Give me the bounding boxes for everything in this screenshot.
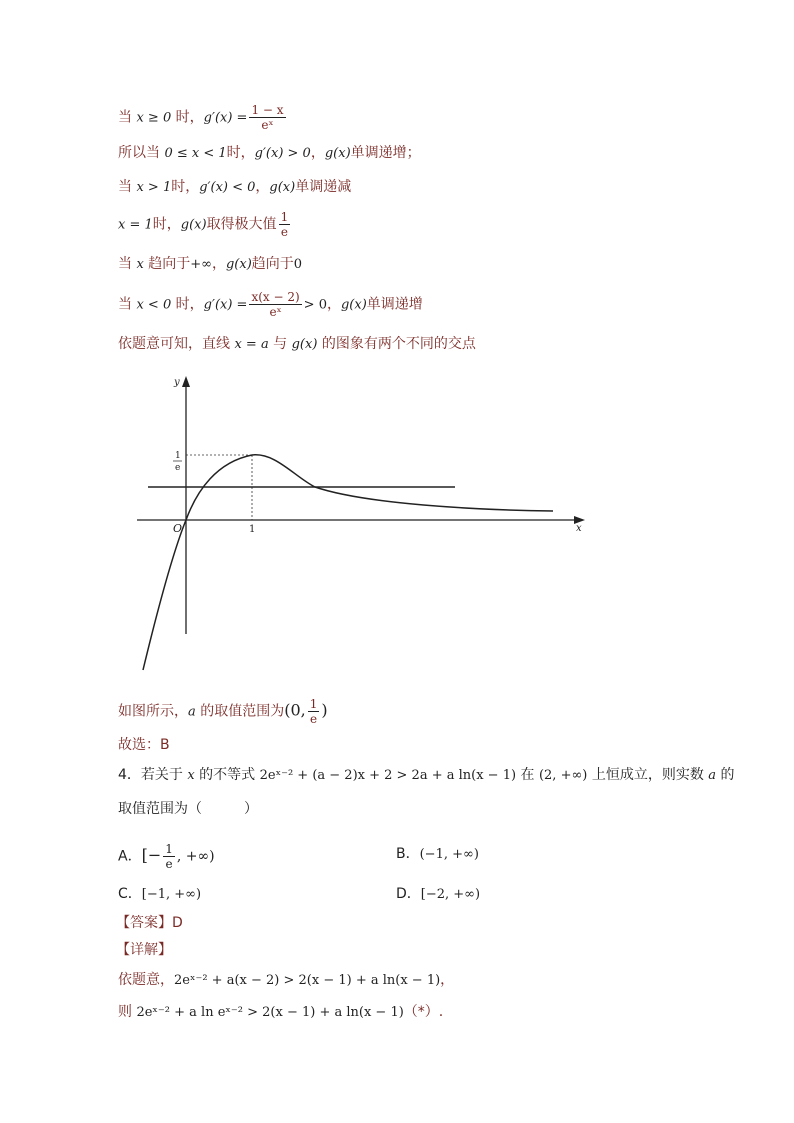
math: [−1, +∞)	[141, 887, 202, 902]
math: g(x)	[291, 337, 318, 352]
text: 与	[268, 336, 292, 352]
text: ，	[440, 972, 455, 988]
solution-line-1	[118, 970, 454, 991]
text: 【详解】	[116, 942, 172, 958]
option-b	[396, 843, 479, 863]
text: 依题意可知，直线	[118, 336, 235, 352]
math: g′(x) =	[203, 110, 248, 126]
text: 单调递增；	[350, 145, 421, 161]
question-4-line2	[118, 799, 258, 819]
math: g′(x) > 0	[254, 146, 311, 161]
math: g′(x) < 0	[199, 180, 256, 195]
fraction	[308, 697, 320, 726]
option-label: D．	[396, 886, 421, 902]
math: )	[321, 700, 328, 720]
origin-label: O	[173, 522, 183, 535]
math: 0	[293, 257, 303, 272]
text: 的取值范围为	[195, 703, 285, 720]
math: x	[136, 257, 144, 272]
text: 所以当	[118, 145, 165, 161]
math: (0,	[284, 700, 306, 720]
question-4	[118, 765, 735, 786]
ymax-numerator: 1	[175, 451, 181, 461]
numerator: 1	[309, 697, 318, 711]
detail-heading	[116, 940, 172, 960]
line-range	[118, 697, 328, 726]
math: g(x)	[180, 217, 207, 233]
math: > 0	[303, 297, 327, 313]
fraction	[249, 290, 301, 319]
text: 当	[118, 109, 137, 126]
answer	[116, 913, 183, 933]
text: 的	[716, 767, 735, 783]
math: [−2, +∞)	[420, 887, 481, 902]
line-increasing	[118, 143, 421, 164]
option-a	[118, 842, 215, 871]
denominator: e	[280, 225, 288, 239]
y-axis-label: y	[174, 377, 180, 388]
line-choose	[118, 735, 170, 755]
text: 当	[118, 256, 137, 272]
math: g′(x) =	[203, 297, 248, 313]
numerator: x(x − 2)	[251, 290, 300, 304]
math: g(x)	[269, 180, 296, 195]
math: +∞	[190, 257, 212, 272]
x-axis-label: x	[576, 523, 582, 534]
option-d	[396, 883, 480, 903]
line-decreasing	[118, 177, 351, 198]
math: x = 1	[118, 217, 153, 233]
fraction	[279, 210, 291, 239]
numerator: 1	[165, 842, 173, 856]
text: ，	[255, 179, 270, 195]
text: 上恒成立，则实数	[587, 767, 709, 783]
math: (−1, +∞)	[419, 847, 479, 862]
math: , +∞)	[176, 848, 215, 865]
option-label: B．	[396, 846, 420, 862]
math: (2, +∞)	[538, 768, 588, 783]
line-negative-x	[118, 290, 423, 319]
x1-tick-label: 1	[249, 524, 256, 535]
text: 当	[118, 296, 137, 313]
text: 【答案】D	[116, 915, 183, 931]
math: a	[708, 768, 717, 783]
option-label: C．	[118, 886, 142, 902]
text: 取得极大值	[206, 216, 277, 233]
math: x > 1	[136, 180, 172, 195]
denominator: eˣ	[261, 118, 274, 132]
line-intersection	[118, 334, 476, 355]
math: x = a	[234, 337, 269, 352]
math: 0 ≤ x < 1	[164, 146, 227, 161]
denominator: eˣ	[269, 305, 282, 319]
math: 2eˣ⁻² + a(x − 2) > 2(x − 1) + a ln(x − 1)	[174, 973, 441, 988]
text: 依题意，	[118, 972, 174, 988]
text: ，	[326, 296, 341, 313]
text: 单调递增	[366, 296, 423, 313]
math: [−	[141, 845, 162, 865]
math: a	[188, 704, 196, 720]
text: 故选：B	[118, 737, 170, 753]
text: 如图所示，	[118, 703, 188, 720]
numerator: 1 − x	[251, 103, 284, 117]
text: 则	[118, 1004, 137, 1020]
math: g(x)	[324, 146, 351, 161]
math: 2eˣ⁻² + a ln eˣ⁻² > 2(x − 1) + a ln(x − 1)	[136, 1005, 404, 1020]
text: 时，	[152, 216, 181, 233]
text: 的图象有两个不同的交点	[317, 336, 476, 352]
text: 时，	[171, 109, 204, 126]
math: 2eˣ⁻² + (a − 2)x + 2 > 2a + a ln(x − 1)	[259, 768, 517, 783]
text: 趋向于	[251, 256, 294, 272]
text: （*）.	[403, 1004, 444, 1020]
fraction	[249, 103, 285, 132]
numerator: 1	[280, 210, 289, 224]
math: g(x)	[225, 257, 252, 272]
text: 时，	[226, 145, 255, 161]
text: 在	[516, 767, 539, 783]
text: 4．若关于	[118, 767, 188, 783]
text: 当	[118, 179, 137, 195]
text: 时，	[171, 179, 200, 195]
line-maximum	[118, 210, 292, 239]
math: x	[187, 768, 195, 783]
text: 时，	[171, 296, 204, 313]
ymax-denominator: e	[175, 463, 181, 473]
solution-line-2	[118, 1002, 443, 1023]
math: x < 0	[136, 297, 172, 313]
text: ，	[211, 256, 226, 272]
option-c	[118, 883, 201, 903]
fraction	[163, 842, 175, 871]
y-axis-arrow	[182, 376, 190, 387]
math: x ≥ 0	[136, 110, 172, 126]
math: g(x)	[340, 297, 367, 313]
denominator: e	[310, 712, 318, 726]
text: 趋向于	[143, 256, 191, 272]
denominator: e	[165, 857, 173, 871]
text: 取值范围为（ ）	[118, 801, 258, 817]
option-label: A．	[118, 848, 142, 865]
text: 的不等式	[194, 767, 260, 783]
function-graph	[135, 372, 595, 677]
text: ，	[310, 145, 325, 161]
line-derivative-nonneg	[118, 103, 288, 132]
line-limit	[118, 254, 302, 275]
text: 单调递减	[295, 179, 352, 195]
